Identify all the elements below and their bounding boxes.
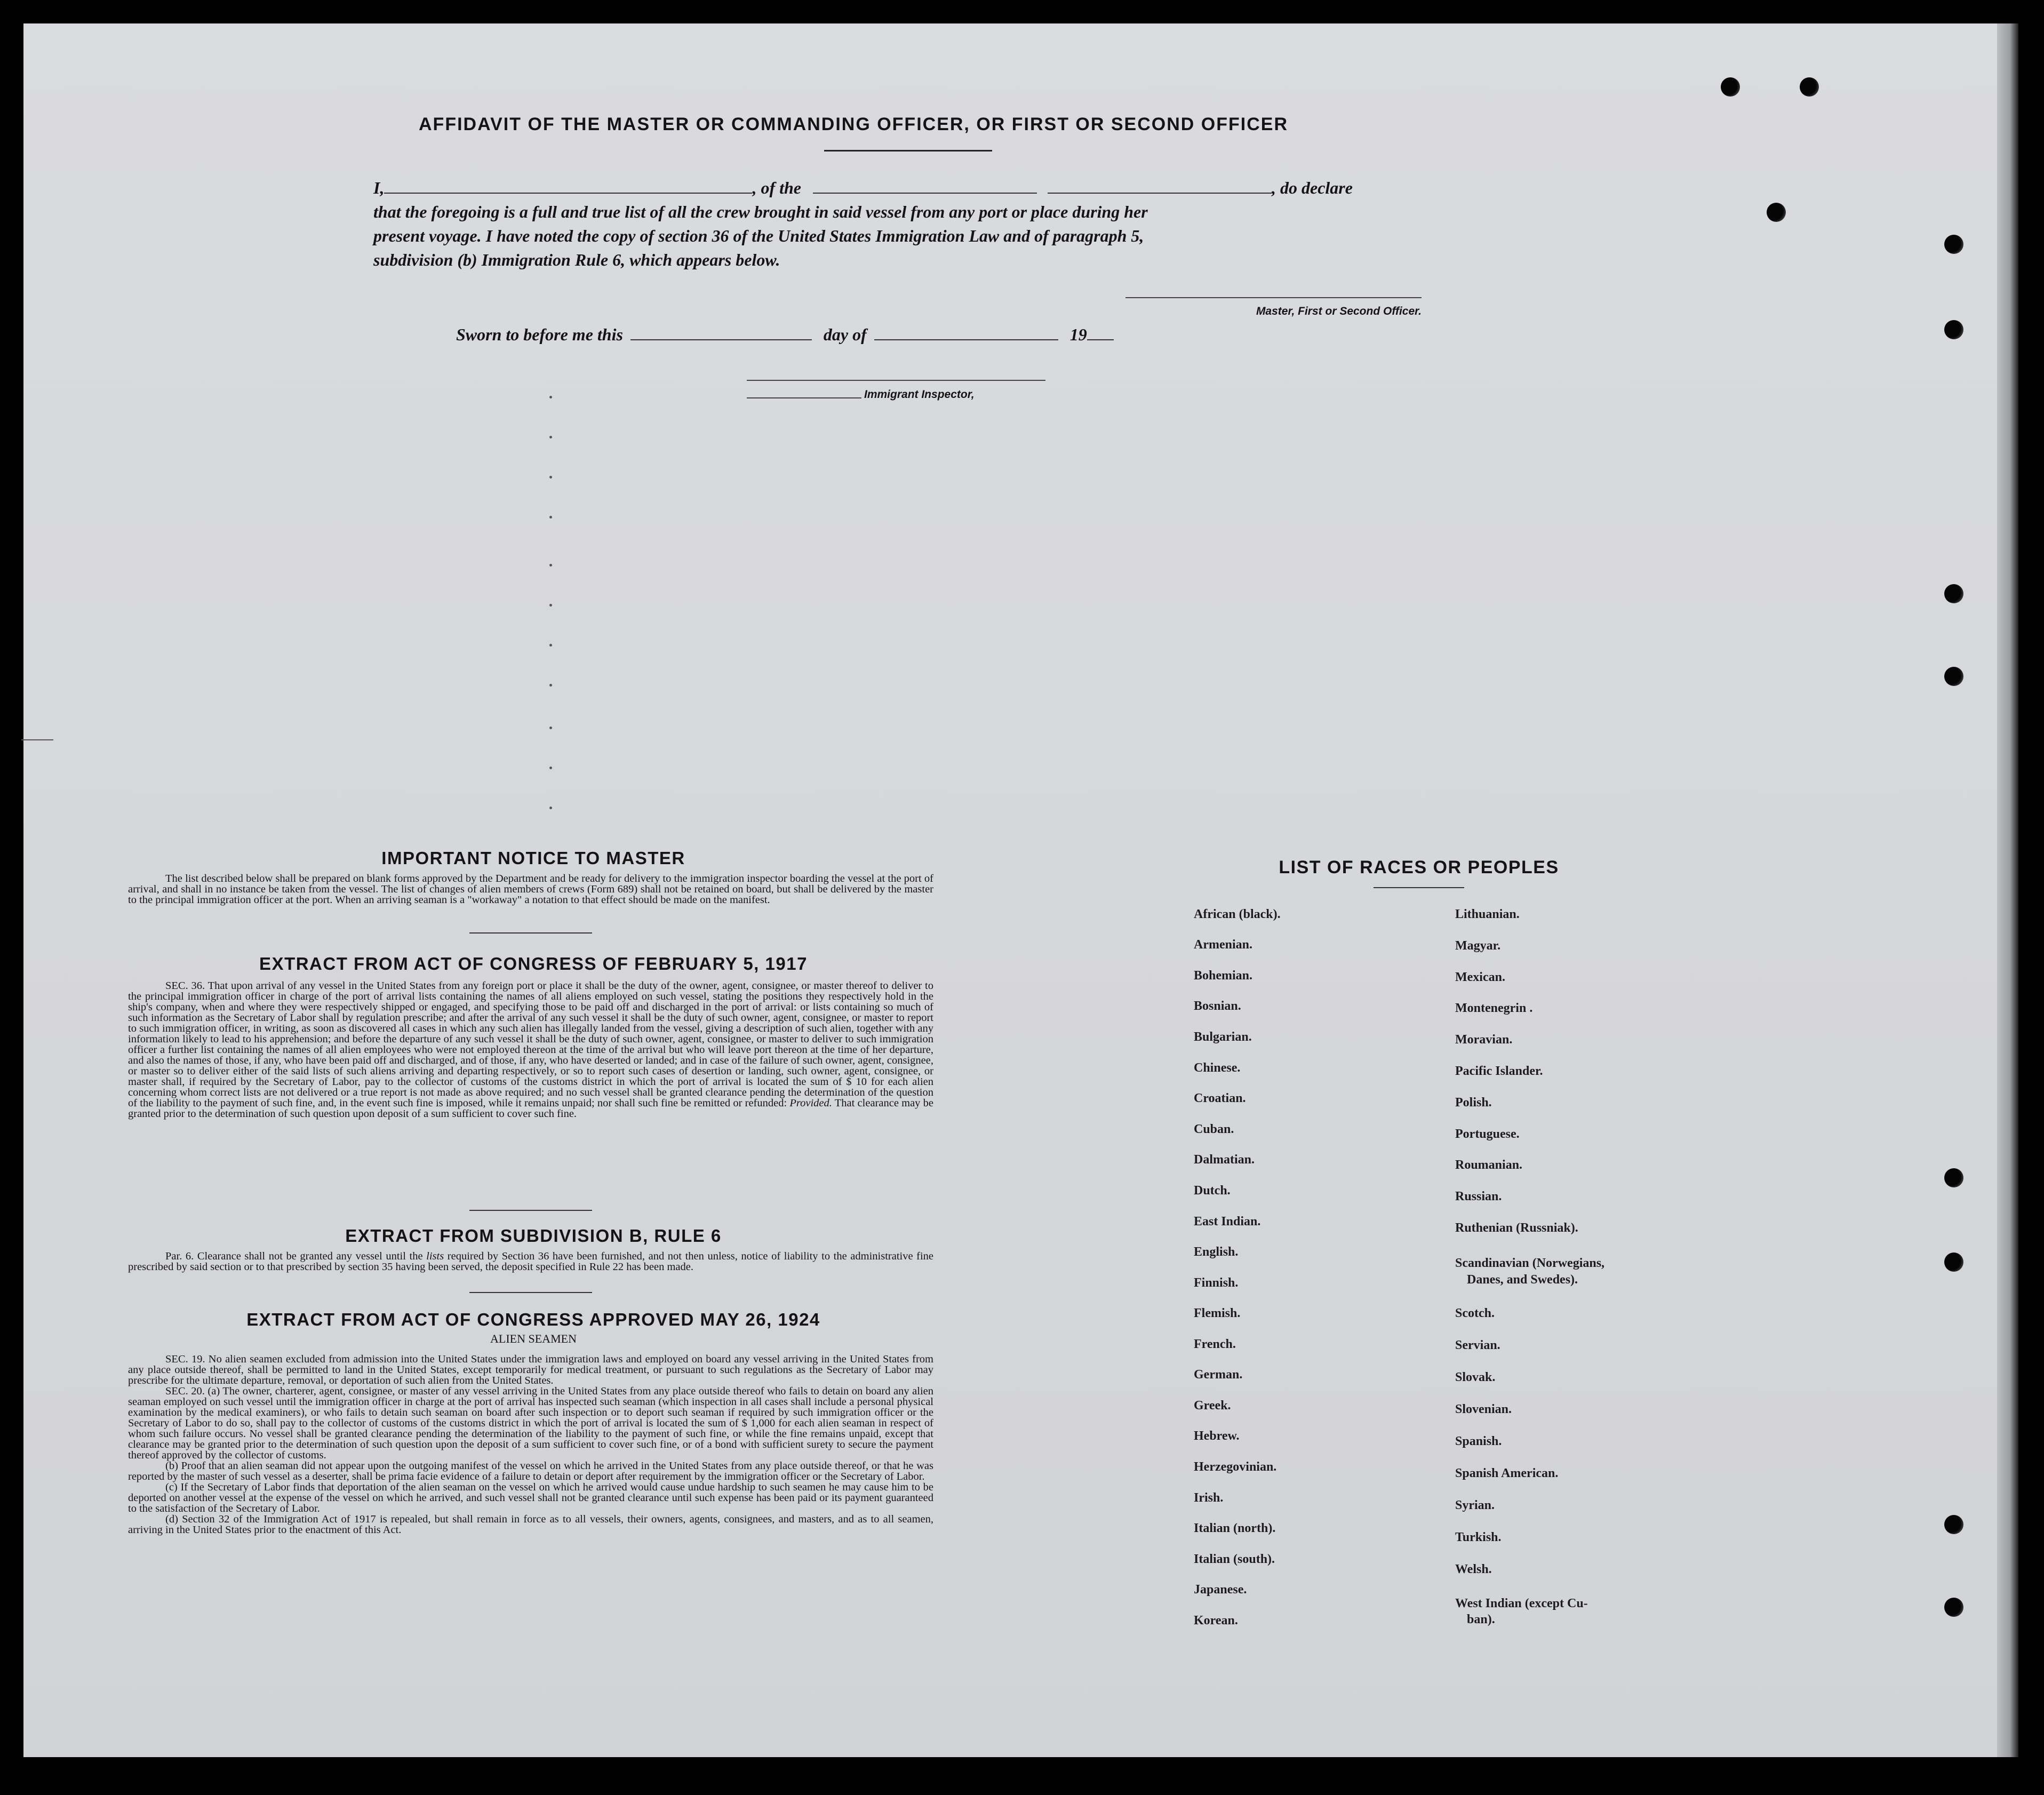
race-item: Roumanian. (1455, 1158, 1523, 1172)
dot-mark (549, 684, 552, 687)
race-item: Montenegrin . (1455, 1001, 1533, 1015)
race-item: Slovenian. (1455, 1402, 1512, 1416)
dot-mark (549, 604, 552, 607)
inspector-blank-line (747, 397, 861, 398)
extract-1917-text (128, 980, 933, 1119)
alien-seamen-subtitle: ALIEN SEAMEN (490, 1332, 577, 1345)
race-item: English. (1194, 1245, 1239, 1259)
race-item: East Indian. (1194, 1215, 1261, 1228)
sec20a-paragraph: SEC. 20. (a) The owner, charterer, agent, consignee, or master of any vessel arriving in the United States from any place outside thereof who fails to detain on board any alien seaman employed on such vessel until the immigration officer in charge at the port of arrival has inspected such seaman (which inspection in all cases shall include a personal physical examination by the medical examiners), or who fails to detain such seaman on board after such inspection or to deport such seaman if required by such immigration officer or the Secretary of Labor to do so, shall pay to the collector of customs of the customs district in which the port of arrival is located the sum of $ 1,000 for each alien seaman in respect of whom such failure occurs. No vessel shall be granted clearance pending the determination of the liability to the payment of such fine, or while the fine remains unpaid, except that clearance may be granted prior to the determination of such question upon the deposit of a sum sufficient to cover such fine, or of a bond with sufficient surety to secure the payment thereof approved by the collector of customs. (128, 1385, 933, 1461)
race-item: Flemish. (1194, 1306, 1241, 1320)
sworn-text: Sworn to before me this (456, 325, 623, 344)
binder-hole-icon (1944, 584, 1963, 603)
margin-tick (21, 739, 53, 740)
binder-hole-icon (1721, 77, 1740, 97)
dot-mark (549, 644, 552, 647)
sworn-day-blank (630, 339, 812, 340)
dot-mark (549, 516, 552, 518)
race-item: French. (1194, 1337, 1236, 1351)
dot-mark (549, 727, 552, 729)
race-item: Greek. (1194, 1399, 1231, 1413)
race-item: Bohemian. (1194, 969, 1253, 983)
notice-title: IMPORTANT NOTICE TO MASTER (381, 848, 685, 868)
sec36-paragraph (128, 980, 933, 1119)
affidavit-declaration-line-3: present voyage. I have noted the copy of section 36 of the United States Immigration Law and of paragraph 5, (373, 226, 1144, 245)
dot-mark (549, 396, 552, 398)
extract-1924-text (128, 1354, 933, 1535)
sworn-line (456, 323, 1114, 347)
sec36-text-end: That clearance may be granted prior to the determination of such question upon deposit of a sum sufficient to cover such fine. (128, 1097, 933, 1120)
race-item: Chinese. (1194, 1061, 1241, 1075)
race-item: Bosnian. (1194, 999, 1241, 1013)
race-item: Dalmatian. (1194, 1153, 1255, 1167)
affidavit-declaration-line-1 (373, 176, 1440, 200)
binder-hole-icon (1944, 1598, 1963, 1617)
race-item: Spanish American. (1455, 1466, 1559, 1480)
race-item: Spanish. (1455, 1434, 1502, 1448)
sworn-month-blank (874, 339, 1058, 340)
divider (469, 1292, 592, 1293)
race-item: Hebrew. (1194, 1429, 1240, 1443)
affidavit-declaration-line-4: subdivision (b) Immigration Rule 6, which appears below. (373, 250, 780, 269)
extract-rule6-text (128, 1251, 933, 1272)
year-prefix: 19 (1069, 325, 1087, 344)
race-item: Italian (south). (1194, 1552, 1275, 1566)
inspector-signature-line (747, 380, 1045, 381)
extract-rule6-title: EXTRACT FROM SUBDIVISION B, RULE 6 (345, 1226, 722, 1246)
dot-mark (549, 436, 552, 438)
binder-hole-icon (1944, 320, 1963, 339)
affidavit-title: AFFIDAVIT OF THE MASTER OR COMMANDING OFFICER, OR FIRST OR SECOND OFFICER (419, 114, 1288, 134)
dot-mark (549, 476, 552, 478)
race-item: Servian. (1455, 1338, 1500, 1352)
race-item: Herzegovinian. (1194, 1460, 1277, 1474)
race-item: Irish. (1194, 1491, 1224, 1505)
race-item: Lithuanian. (1455, 907, 1520, 921)
sec36-text: SEC. 36. That upon arrival of any vessel in the United States from any foreign port or place it shall be the duty of the owner, agent, consignee, or master thereof to deliver to the principal immigration officer in charge of the port of arrival lists containing the names of all aliens employed on such vessel, stating the positions they respectively hold in the ship's company, when and where they were respectively shipped or engaged, and specifying those to be paid off and discharged in the port of arrival: or lists containing so much of such information as the Secretary of Labor shall by regulation prescribe; and after the arrival of any such vessel it shall be the duty of such owner, agent, consignee, or master to report to such immigration officer, in writing, as soon as discovered all cases in which any such alien has illegally landed from the vessel, giving a description of such alien, together with any information likely to lead to his apprehension; and before the departure of any such vessel it shall be the duty of such owner, agent, consignee, or master to deliver to such immigration officer a further list containing the names of all alien employees who were not employed thereon at the time of the arrival but who will leave port thereon at the time of her departure, and also the names of those, if any, who have been paid off and discharged, and of those, if any, who have deserted or landed; and in case of the failure of such owner, agent, consignee, or master so to deliver either of the said lists of such aliens arriving and departing respectively, or so to report such cases of desertion or landing, such owner, agent, consignee, or master shall, if required by the Secretary of Labor, pay to the collector of customs of the customs district in which the port of arrival is located the sum of $ 10 for each alien concerning whom correct lists are not delivered or a true report is not made as above required; and no such vessel shall be granted clearance pending the determination of the question of the liability to the payment of such fine, and, in the event such fine is imposed, while it remains unpaid; nor shall such fine be remitted or refunded: (128, 980, 933, 1109)
race-item: Cuban. (1194, 1122, 1234, 1136)
page-edge (1997, 23, 2018, 1757)
race-item: Syrian. (1455, 1498, 1495, 1512)
race-item: Polish. (1455, 1096, 1492, 1110)
notice-paragraph: The list described below shall be prepared on blank forms approved by the Department and be ready for delivery to the immigration inspector boarding the vessel at the port of arrival, and shall in no instance be taken from the vessel. The list of changes of alien members of crews (Form 689) shall not be retained on board, but shall be delivered by the master to the principal immigration officer at the port. When an arriving seaman is a "workaway" a notation to that effect should be made on the manifest. (128, 873, 933, 906)
binder-hole-icon (1944, 1168, 1963, 1187)
vessel-blank-1 (813, 193, 1037, 194)
par6-paragraph (128, 1251, 933, 1272)
affidavit-of-the: , of the (752, 178, 801, 197)
race-item: Dutch. (1194, 1184, 1231, 1198)
binder-hole-icon (1767, 203, 1786, 222)
race-item: Armenian. (1194, 938, 1252, 952)
race-item: Moravian. (1455, 1033, 1513, 1047)
race-item: West Indian (except Cu- (1455, 1597, 1588, 1610)
race-item: Russian. (1455, 1190, 1502, 1203)
divider (469, 1210, 592, 1211)
races-title-underline (1374, 887, 1464, 888)
race-item: Finnish. (1194, 1276, 1239, 1290)
binder-hole-icon (1944, 1252, 1963, 1272)
race-item: Turkish. (1455, 1530, 1502, 1544)
race-item: Japanese. (1194, 1583, 1247, 1597)
provided-text: Provided. (789, 1097, 832, 1109)
title-underline (824, 150, 992, 151)
race-item: Magyar. (1455, 939, 1501, 953)
day-of-text: day of (823, 325, 867, 344)
race-item: Scandinavian (Norwegians, (1455, 1256, 1605, 1270)
par6-text-a: Par. 6. Clearance shall not be granted any vessel until the (165, 1250, 423, 1262)
year-blank (1087, 339, 1114, 340)
race-item: Danes, and Swedes). (1467, 1273, 1578, 1287)
sec20b-paragraph: (b) Proof that an alien seaman did not appear upon the outgoing manifest of the vessel on which he arrived in the United States from any place outside thereof, or that he was reported by the master of such vessel as a deserter, shall be prima facie evidence of a failure to detain or deport after requirement by the immigration officer or the Secretary of Labor. (128, 1460, 933, 1482)
divider (469, 932, 592, 934)
affidavit-i: I, (373, 178, 385, 197)
binder-hole-icon (1800, 77, 1819, 97)
name-blank (384, 193, 752, 194)
vessel-blank-2 (1048, 193, 1272, 194)
notice-text (128, 873, 933, 905)
binder-hole-icon (1944, 667, 1963, 686)
race-item: Slovak. (1455, 1370, 1496, 1384)
binder-hole-icon (1944, 235, 1963, 254)
dot-mark (549, 767, 552, 769)
race-item: Korean. (1194, 1614, 1238, 1628)
lists-word: lists (426, 1250, 444, 1262)
extract-1917-title: EXTRACT FROM ACT OF CONGRESS OF FEBRUARY 5, 1917 (259, 954, 808, 974)
signature-line (1125, 297, 1422, 298)
race-item: ban). (1467, 1613, 1495, 1626)
sec20c-paragraph: (c) If the Secretary of Labor finds that deportation of the alien seaman on the vessel on which he arrived would cause undue hardship to such seamen he may cause him to be deported on another vessel at the expense of the vessel on which he arrived, and such vessel shall not be granted clearance until such expense has been paid or its payment guaranteed to the satisfaction of the Secretary of Labor. (128, 1481, 933, 1514)
race-item: African (black). (1194, 907, 1281, 921)
dot-mark (549, 807, 552, 809)
race-item: Mexican. (1455, 970, 1505, 984)
binder-hole-icon (1944, 1515, 1963, 1534)
par6-text-b: required by Section 36 have been furnished, and not then unless, notice of liability to the administrative fine prescribed by said section or to that prescribed by section 35 having been served, the deposit specified in Rule 22 has been made. (128, 1250, 934, 1273)
race-item: Italian (north). (1194, 1521, 1276, 1535)
race-item: Ruthenian (Russniak). (1455, 1221, 1578, 1235)
race-item: Portuguese. (1455, 1127, 1520, 1141)
races-title: LIST OF RACES OR PEOPLES (1279, 857, 1559, 877)
sec20d-paragraph: (d) Section 32 of the Immigration Act of 1917 is repealed, but shall remain in force as to all vessels, their owners, agents, consignees, and masters, and as to all seamen, arriving in the United States prior to the enactment of this Act. (128, 1513, 933, 1536)
race-item: Scotch. (1455, 1306, 1495, 1320)
race-item: Pacific Islander. (1455, 1064, 1543, 1078)
signature-label: Master, First or Second Officer. (1256, 305, 1422, 317)
race-item: Bulgarian. (1194, 1030, 1252, 1044)
race-item: Croatian. (1194, 1091, 1246, 1105)
dot-mark (549, 564, 552, 567)
extract-1924-title: EXTRACT FROM ACT OF CONGRESS APPROVED MAY 26, 1924 (246, 1310, 820, 1329)
sec19-paragraph: SEC. 19. No alien seamen excluded from admission into the United States under the immigration laws and employed on board any vessel arriving in the United States from any place outside thereof, shall be permitted to land in the United States, except temporarily for medical treatment, or pursuant to such regulations as the Secretary of Labor may prescribe for the ultimate departure, removal, or deportation of such alien from the United States. (128, 1353, 933, 1386)
race-item: Welsh. (1455, 1562, 1492, 1576)
affidavit-declaration-line-2: that the foregoing is a full and true list of all the crew brought in said vessel from any port or place during her (373, 202, 1148, 221)
race-item: German. (1194, 1368, 1243, 1382)
affidavit-declare: , do declare (1272, 178, 1353, 197)
inspector-label: Immigrant Inspector, (864, 388, 975, 401)
